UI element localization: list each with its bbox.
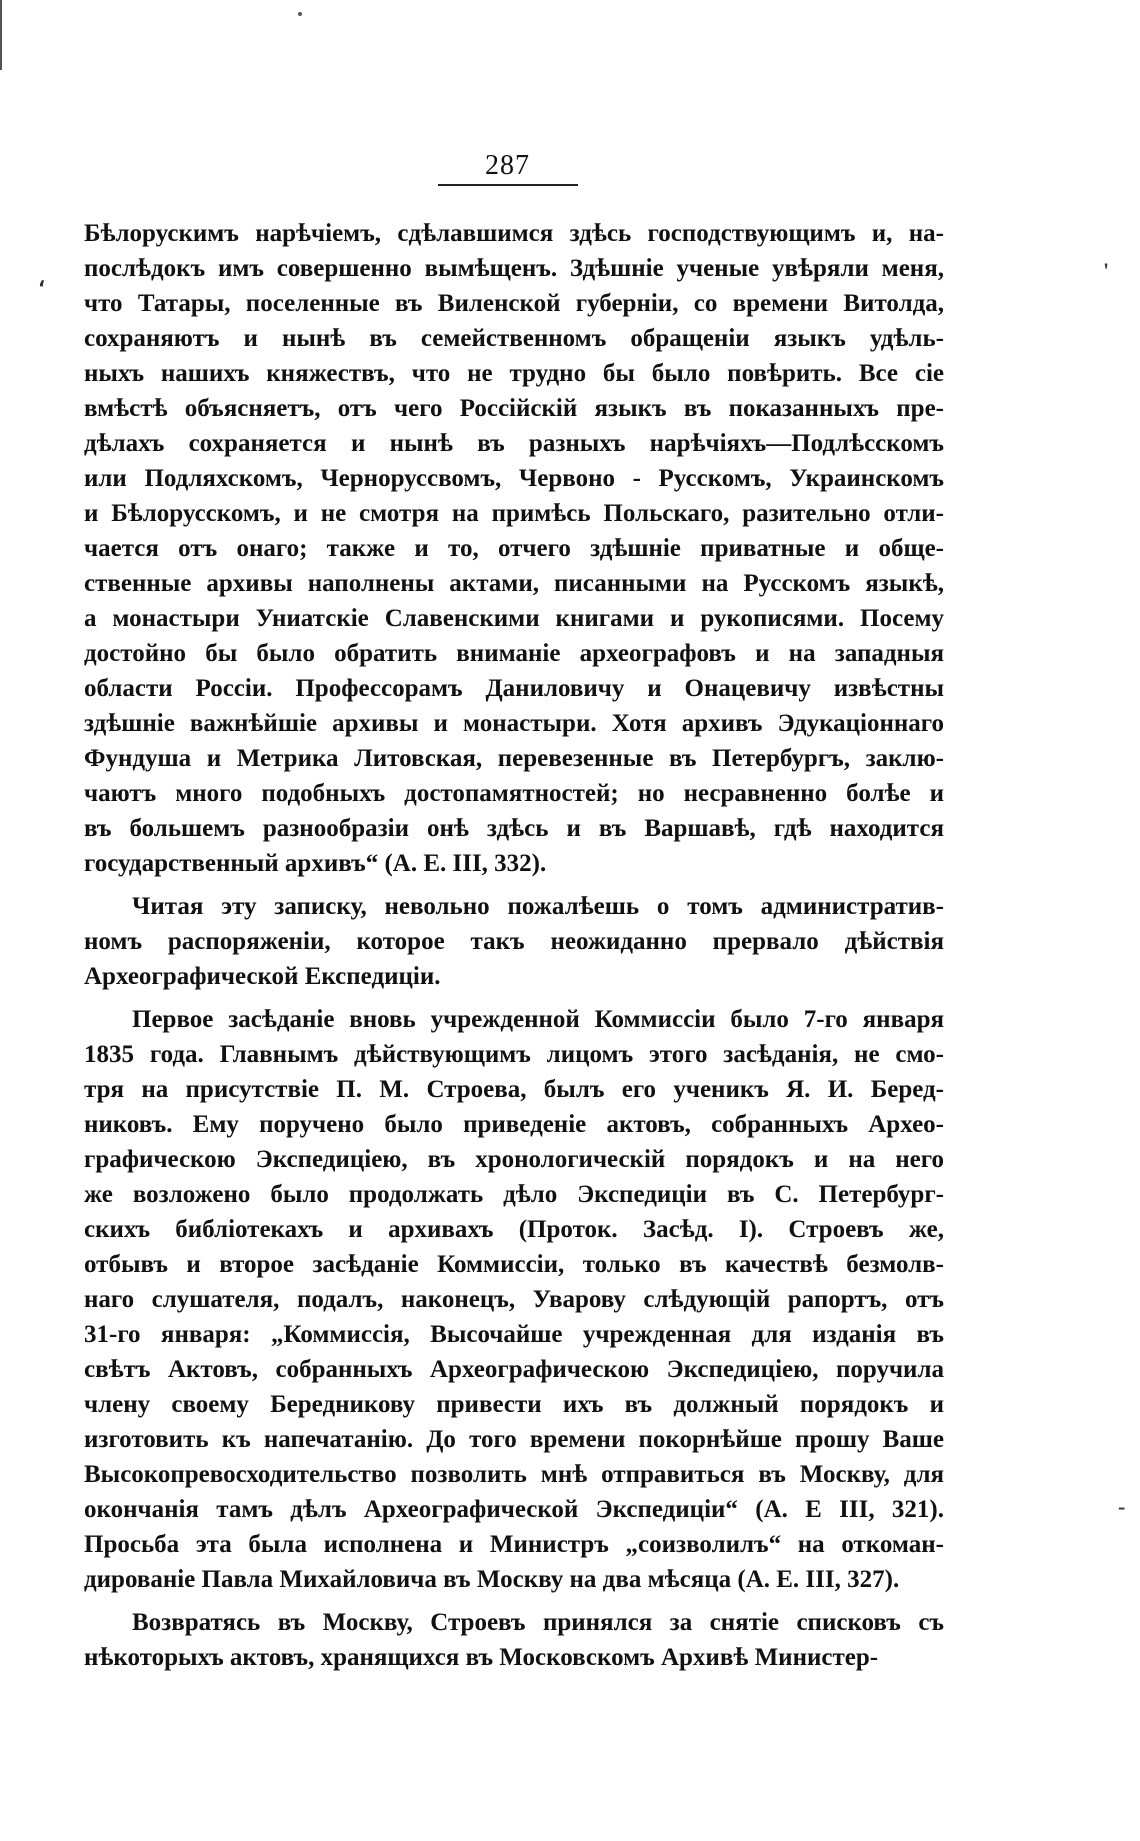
text-line: что Татары, поселенные въ Виленской губерніи, со времени Витолда, (84, 290, 944, 317)
page-number: 287 (435, 150, 580, 186)
text-line: наго слушателя, подалъ, наконецъ, Уварову слѣдующій рапортъ, отъ (84, 1286, 944, 1313)
text-line: отбывъ и второе засѣданіе Коммиссіи, только въ качествѣ безмолв- (84, 1251, 944, 1278)
paragraph (84, 1002, 944, 1597)
text-line: же возложено было продолжать дѣло Экспедиціи въ С. Петербург- (84, 1181, 944, 1208)
right-margin-mark: ' (1103, 258, 1110, 283)
text-line: никовъ. Ему поручено было приведеніе актовъ, собранныхъ Архео- (84, 1111, 944, 1138)
text-line: 31-го января: „Коммиссія, Высочайше учрежденная для изданія въ (84, 1321, 944, 1348)
text-line: сохраняютъ и нынѣ въ семейственномъ обращеніи языкъ удѣль- (84, 325, 944, 352)
text-line: дированіе Павла Михайловича въ Москву на два мѣсяца (А. Е. III, 327). (84, 1566, 900, 1593)
text-line: нѣкоторыхъ актовъ, хранящихся въ Московскомъ Архивѣ Министер- (84, 1644, 879, 1671)
text-line: въ большемъ разнообразіи онѣ здѣсь и въ Варшавѣ, гдѣ находится (84, 815, 944, 842)
text-line: 1835 года. Главнымъ дѣйствующимъ лицомъ этого засѣданія, не смо- (84, 1041, 944, 1068)
text-line: чаютъ много подобныхъ достопамятностей; но несравненно болѣе и (84, 780, 944, 807)
text-line: дѣлахъ сохраняется и нынѣ въ разныхъ нарѣчіяхъ—Подлѣсскомъ (84, 430, 944, 457)
text-line: здѣшніе важнѣйшіе архивы и монастыри. Хотя архивъ Эдукаціоннаго (84, 710, 944, 737)
text-line: свѣтъ Актовъ, собранныхъ Археографическою Экспедиціею, поручила (84, 1356, 944, 1383)
text-line: Просьба эта была исполнена и Министръ „соизволилъ“ на откоман- (84, 1531, 944, 1558)
text-line: достойно бы было обратить вниманіе археографовъ и на западныя (84, 640, 944, 667)
text-line: Первое засѣданіе вновь учрежденной Коммиссіи было 7-го января (132, 1006, 944, 1033)
text-line: изготовить къ напечатанію. До того времени покорнѣйше прошу Ваше (84, 1426, 944, 1453)
paragraph (84, 1605, 944, 1675)
text-line: тря на присутствіе П. М. Строева, былъ его ученикъ Я. И. Беред- (84, 1076, 944, 1103)
text-line: а монастыри Униатскіе Славенскими книгами и рукописями. Посему (84, 605, 944, 632)
text-line: чается отъ онаго; также и то, отчего здѣшніе приватные и обще- (84, 535, 944, 562)
text-line: скихъ библіотекахъ и архивахъ (Проток. Засѣд. I). Строевъ же, (84, 1216, 944, 1243)
text-line: Возвратясь въ Москву, Строевъ принялся за снятіе списковъ съ (132, 1609, 944, 1636)
text-line: вмѣстѣ объясняетъ, отъ чего Россійскій языкъ въ показанныхъ пре- (84, 395, 944, 422)
text-line: номъ распоряженіи, которое такъ неожиданно прервало дѣйствія (84, 928, 944, 955)
left-margin-mark: ، (38, 266, 46, 291)
text-line: или Подляхскомъ, Черноруссвомъ, Червоно - Русскомъ, Украинскомъ (84, 465, 944, 492)
text-line: Бѣлорускимъ нарѣчіемъ, сдѣлавшимся здѣсь господствующимъ и, на- (84, 220, 944, 247)
text-line: графическою Экспедиціею, въ хронологическій порядокъ и на него (84, 1146, 944, 1173)
paragraph (84, 216, 944, 881)
paragraph (84, 889, 944, 994)
text-line: государственный архивъ“ (А. Е. III, 332). (84, 850, 547, 877)
scan-edge-line (0, 0, 2, 70)
text-line: ныхъ нашихъ княжествъ, что не трудно бы было повѣрить. Все сіе (84, 360, 944, 387)
text-line: послѣдокъ имъ совершенно вымѣщенъ. Здѣшніе ученые увѣряли меня, (84, 255, 944, 282)
right-margin-dash: - (1118, 1494, 1126, 1519)
text-line: ственные архивы наполнены актами, писанными на Русскомъ языкѣ, (84, 570, 944, 597)
scan-speck (298, 12, 302, 16)
text-line: и Бѣлорусскомъ, и не смотря на примѣсь Польскаго, разительно отли- (84, 500, 944, 527)
body-text (84, 216, 944, 1675)
text-line: Читая эту записку, невольно пожалѣешь о томъ административ- (132, 893, 944, 920)
text-line: Фундуша и Метрика Литовская, перевезенные въ Петербургъ, заклю- (84, 745, 944, 772)
text-line: области Россіи. Профессорамъ Даниловичу и Онацевичу извѣстны (84, 675, 944, 702)
text-line: Археографической Експедиціи. (84, 963, 441, 990)
text-line: Высокопревосходительство позволить мнѣ отправиться въ Москву, для (84, 1461, 944, 1488)
text-line: члену своему Бередникову привести ихъ въ должный порядокъ и (84, 1391, 944, 1418)
text-line: окончанія тамъ дѣлъ Археографической Экспедиціи“ (А. Е III, 321). (84, 1496, 944, 1523)
